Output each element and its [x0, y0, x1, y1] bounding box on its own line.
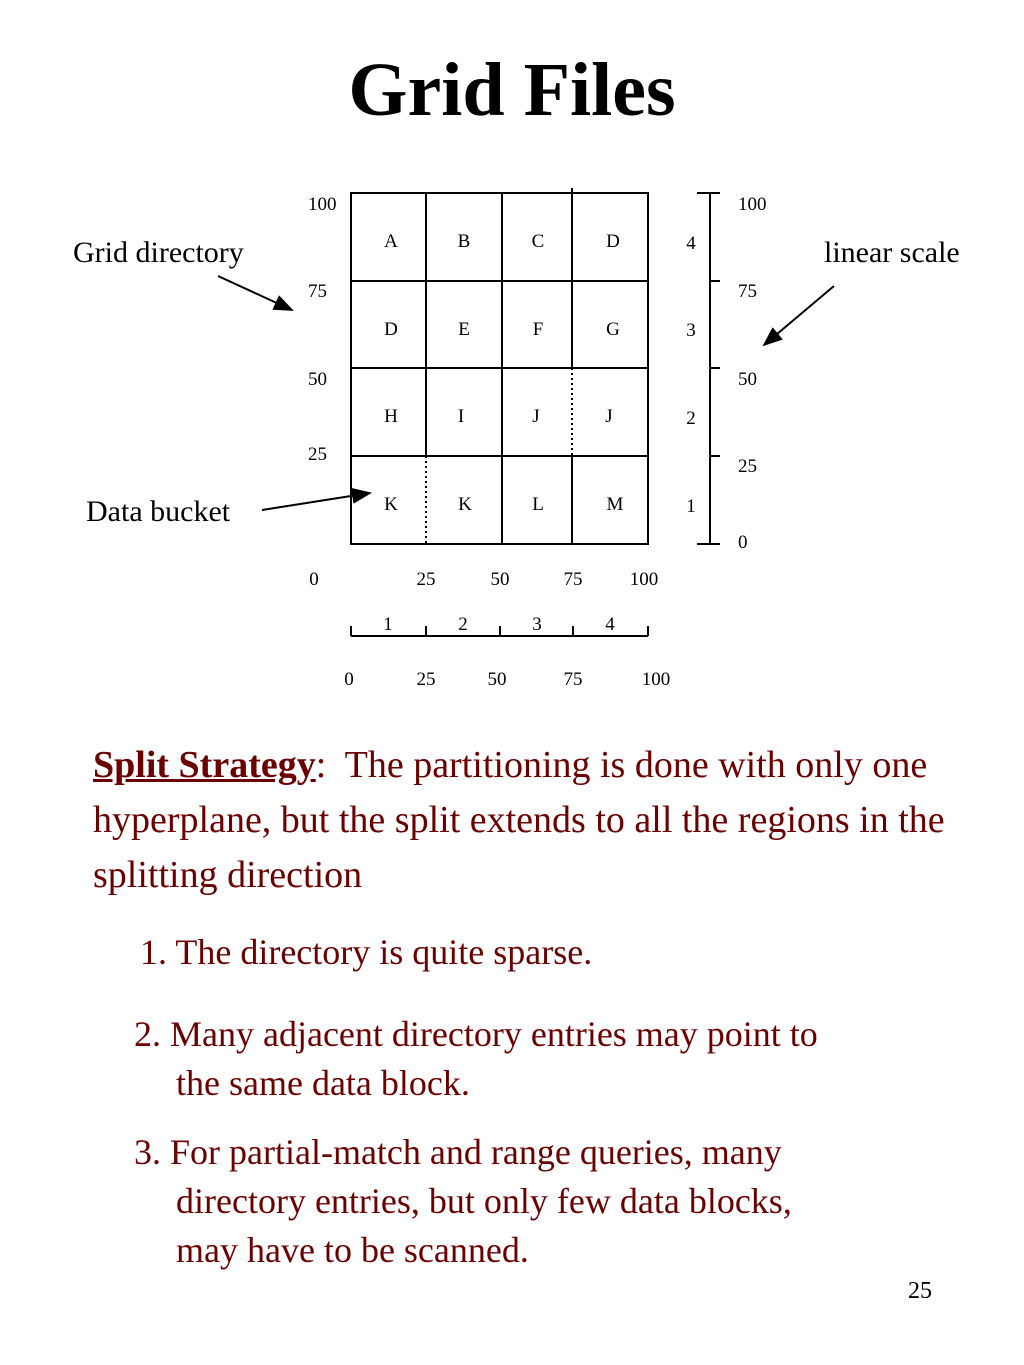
page-number: 25 [908, 1278, 932, 1304]
y-tick-label: 50 [308, 369, 327, 390]
data-bucket-label: Data bucket [86, 495, 231, 528]
right-linear-scale [686, 193, 766, 553]
scale-index-label: 4 [686, 233, 696, 254]
list-item-continuation: directory entries, but only few data blocks, [176, 1181, 792, 1221]
cell-label: D [606, 231, 620, 252]
scale-value-label: 75 [738, 281, 757, 302]
list-item-number: 3. [134, 1132, 161, 1172]
cell-label: H [384, 406, 398, 427]
scale-value-label: 75 [563, 669, 583, 690]
cell-label: K [384, 494, 398, 515]
data-bucket-arrow [262, 493, 370, 510]
list-item-text: For partial-match and range queries, many [170, 1132, 782, 1172]
scale-value-label: 100 [641, 669, 671, 690]
cell-label: F [532, 319, 544, 340]
cell-label: A [384, 231, 398, 252]
scale-value-label: 50 [487, 669, 507, 690]
cell-label: B [457, 231, 471, 252]
list-item-continuation: may have to be scanned. [176, 1230, 529, 1270]
split-strategy-colon: : [315, 744, 327, 786]
list-item [134, 1010, 818, 1108]
cell-label: C [531, 231, 545, 252]
list-item-number: 2. [134, 1014, 161, 1054]
y-tick-label: 100 [308, 194, 337, 215]
scale-index-label: 3 [686, 320, 696, 341]
cell-label: I [457, 406, 465, 427]
y-tick-label: 75 [308, 281, 327, 302]
list-item-text: The directory is quite sparse. [175, 932, 593, 972]
grid-x-axis-labels [309, 569, 658, 590]
scale-index-label: 1 [383, 614, 393, 635]
slide-title: Grid Files [348, 48, 676, 132]
bottom-linear-scale [344, 614, 670, 690]
grid-cells [384, 231, 623, 515]
scale-index-label: 2 [458, 614, 468, 635]
cell-label: L [532, 494, 544, 515]
cell-label: D [384, 319, 398, 340]
list-item-text: Many adjacent directory entries may point to [170, 1014, 818, 1054]
split-strategy-text: The partitioning is done with only one hyperplane, but the split extends to all the regions in the splitting direction [93, 744, 945, 896]
scale-value-label: 25 [738, 456, 757, 477]
x-tick-label: 75 [563, 569, 583, 590]
scale-value-label: 0 [344, 669, 354, 690]
list-item [140, 928, 592, 977]
list-item-number: 1. [140, 932, 167, 972]
cell-label: J [532, 406, 540, 427]
x-tick-label: 100 [629, 569, 659, 590]
list-item-continuation: the same data block. [176, 1063, 470, 1103]
cell-label: E [458, 319, 470, 340]
scale-index-label: 2 [686, 408, 696, 429]
split-strategy-heading: Split Strategy [93, 744, 316, 786]
scale-value-label: 50 [738, 369, 757, 390]
scale-index-label: 3 [532, 614, 542, 635]
x-tick-label: 50 [490, 569, 510, 590]
list-item [134, 1128, 792, 1275]
split-strategy-paragraph [93, 738, 983, 903]
cell-label: G [606, 319, 620, 340]
scale-value-label: 25 [416, 669, 436, 690]
scale-index-label: 1 [686, 496, 696, 517]
linear-scale-arrow [764, 286, 834, 345]
linear-scale-label: linear scale [824, 236, 960, 269]
grid-directory-label: Grid directory [73, 236, 244, 269]
y-tick-label: 25 [308, 444, 327, 465]
x-tick-label: 0 [309, 569, 319, 590]
cell-label: K [458, 494, 472, 515]
scale-value-label: 100 [738, 194, 767, 215]
cell-label: M [606, 494, 624, 515]
scale-value-label: 0 [738, 532, 748, 553]
scale-index-label: 4 [605, 614, 615, 635]
cell-label: J [605, 406, 613, 427]
x-tick-label: 25 [416, 569, 436, 590]
grid-directory-arrow [218, 276, 292, 310]
grid-y-axis-labels [308, 194, 337, 465]
